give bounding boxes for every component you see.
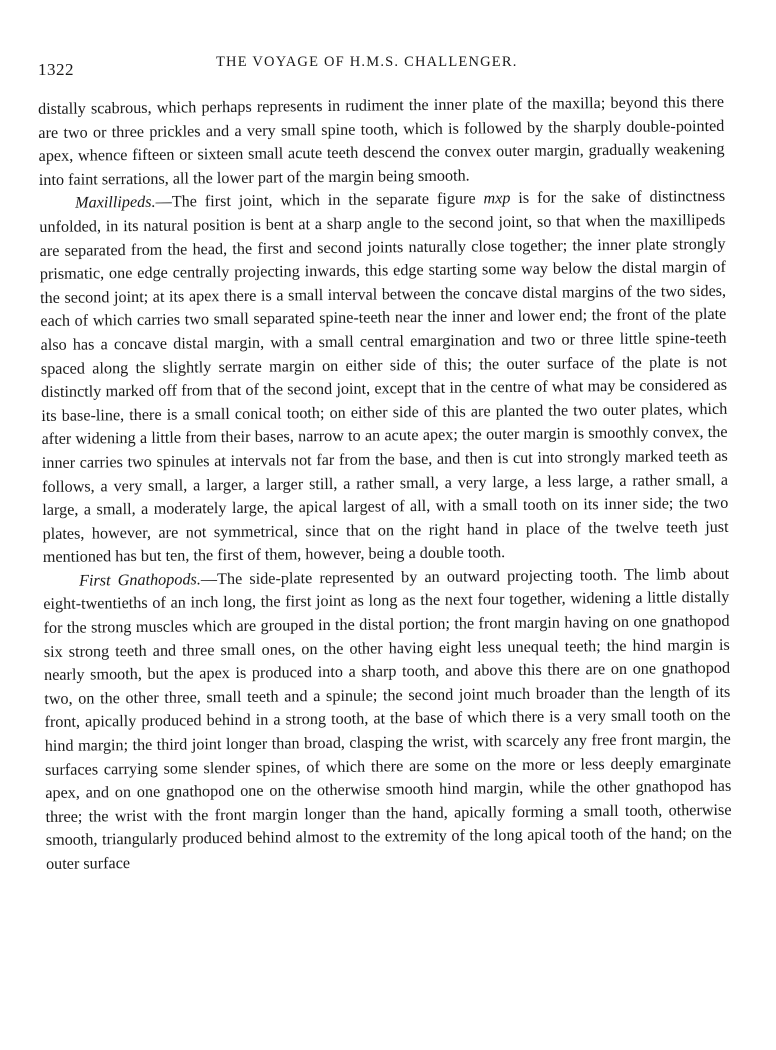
section-heading-first-gnathopods: First Gnathopods. <box>78 570 201 590</box>
paragraph-maxilla-continued <box>38 91 725 193</box>
page-number: 1322 <box>38 60 74 79</box>
paragraph-text: —The first joint, which in the separate figure <box>155 189 484 212</box>
paragraph-text: distally scabrous, which perhaps represents in rudiment the inner plate of the maxilla; beyond this there are two or three prickles and a very small spine tooth, which is followed by the sharply double-pointed apex, whence fifteen or sixteen small acute teeth descend the convex outer margin, gradually weakening into faint serrations, all the lower part of the margin being smooth. <box>38 92 725 189</box>
book-page <box>38 52 732 877</box>
page-header <box>38 52 724 80</box>
paragraph-text: —The side-plate represented by an outward projecting tooth. The limb about eight-twentieths of an inch long, the first joint as long as the next four together, widening a little distally for the strong muscles which are grouped in the distal portion; the front margin having on one gnathopod six strong teeth and three small ones, on the other having eight less unequal teeth; the hind margin is nearly smooth, but the apex is produced into a sharp tooth, and above this there are on one gnathopod two, on the other three, small teeth and a spinule; the second joint much broader than the length of its front, apically produced behind in a strong tooth, at the base of which there is a very small tooth on the hind margin; the third joint longer than broad, clasping the wrist, with scarcely any free front margin, the surfaces carrying some slender spines, of which there are some on the more or less deeply emarginate apex, and on one gnathopod one on the otherwise smooth hind margin, while the other gnathopod has three; the wrist with the front margin longer than the hand, apically forming a small tooth, otherwise smooth, triangularly produced behind almost to the extremity of the long apical tooth of the hand; on the outer surface <box>43 564 732 873</box>
paragraph-text: is for the sake of distinctness unfolded, in its natural position is bent at a sharp angle to the second joint, so that when the maxillipeds are separated from the head, the first and second joints naturally close together; the inner plate strongly prismatic, one edge centrally projecting inwards, this edge starting some way below the distal margin of the second joint; at its apex there is a small interval between the concave distal margins of the two sides, each of which carries two small separated spine-teeth near the inner and lower end; the front of the plate also has a concave distal margin, with a small central emargination and two or three little spine-teeth spaced along the slightly serrate margin on either side of this; the outer surface of the plate is not distinctly marked off from that of the second joint, except that in the centre of what may be considered as its base-line, there is a small conical tooth; on either side of this are planted the two outer plates, which after widening a little from their bases, narrow to an acute apex; the outer margin is smoothly convex, the inner carries two spinules at intervals not far from the base, and then is cut into strongly marked teeth as follows, a very small, a larger, a larger still, a rather small, a very large, a less large, a rather small, a large, a small, a moderately large, the apical largest of all, with a small tooth on its inner side; the two plates, however, are not symmetrical, since that on the right hand in place of the twelve teeth just mentioned has but ten, the first of them, however, being a double tooth. <box>39 187 729 567</box>
paragraph-maxillipeds <box>39 185 729 570</box>
paragraph-first-gnathopods <box>43 563 732 877</box>
running-title: THE VOYAGE OF H.M.S. CHALLENGER. <box>216 54 518 70</box>
section-heading-maxillipeds: Maxillipeds. <box>75 193 156 212</box>
figure-reference: mxp <box>483 189 511 208</box>
body-text <box>38 91 732 877</box>
